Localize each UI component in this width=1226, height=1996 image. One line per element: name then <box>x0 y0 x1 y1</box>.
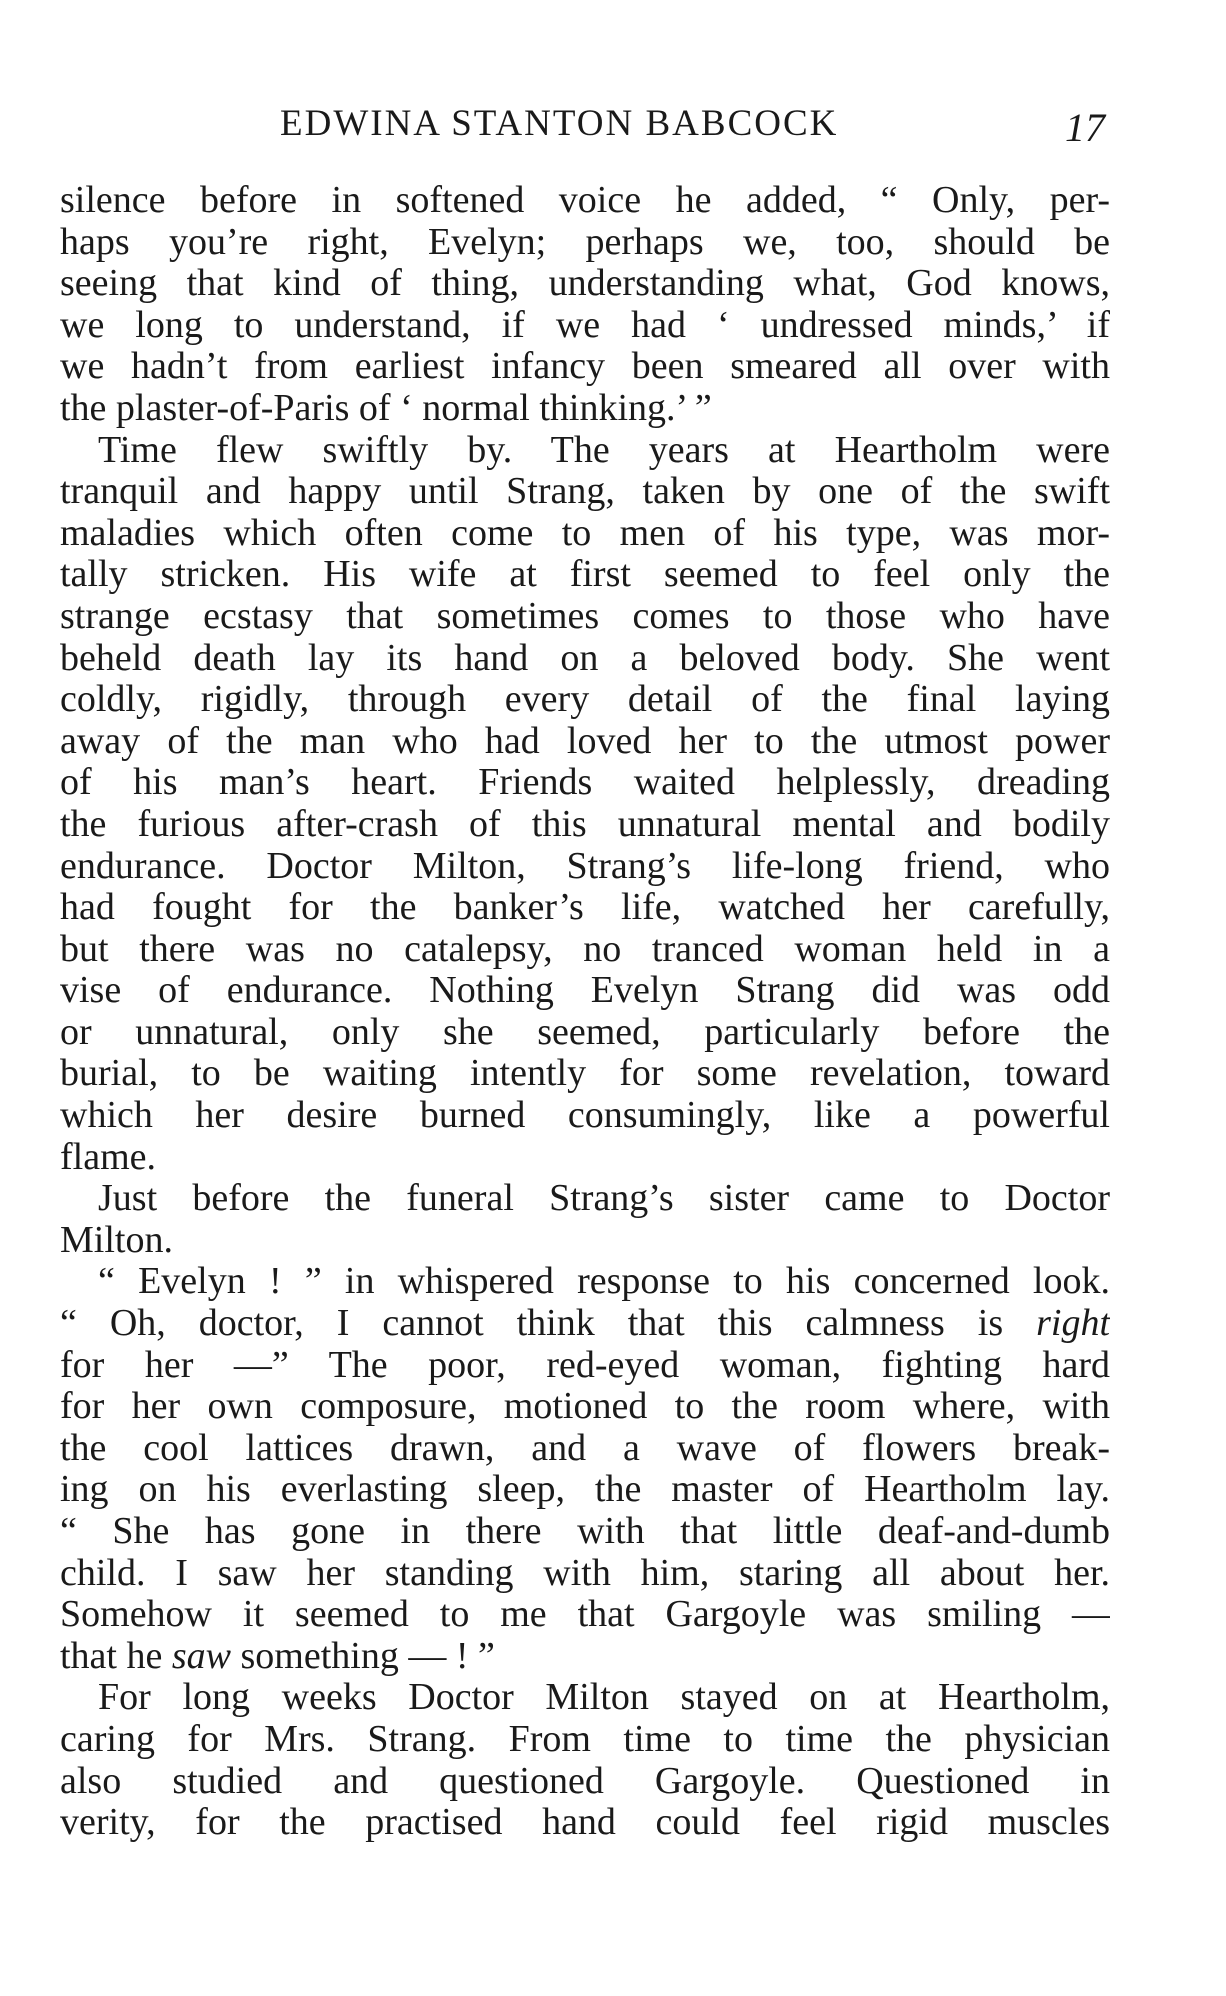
text-line: beheld death lay its hand on a beloved body. She went <box>60 637 1110 679</box>
text-line: Time flew swiftly by. The years at Heartholm were <box>98 429 1110 471</box>
text-line: Somehow it seemed to me that Gargoyle was smiling — <box>60 1594 1110 1636</box>
text-line: verity, for the practised hand could feel rigid muscles <box>60 1802 1110 1844</box>
emphasis-saw: saw <box>171 1635 231 1677</box>
text-line <box>60 1636 1110 1678</box>
text-line: burial, to be waiting intently for some revelation, toward <box>60 1053 1110 1095</box>
text-line: which her desire burned consumingly, like a powerful <box>60 1095 1110 1137</box>
text-line: for her own composure, motioned to the room where, with <box>60 1386 1110 1428</box>
text-line: the cool lattices drawn, and a wave of flowers break- <box>60 1427 1110 1469</box>
text-line: endurance. Doctor Milton, Strang’s life-long friend, who <box>60 845 1110 887</box>
text-line: “ Evelyn ! ” in whispered response to his concerned look. <box>98 1261 1110 1303</box>
text-line <box>60 1303 1110 1345</box>
text-line: we hadn’t from earliest infancy been smeared all over with <box>60 346 1110 388</box>
text-line: for her —” The poor, red-eyed woman, fighting hard <box>60 1344 1110 1386</box>
text-line: “ She has gone in there with that little deaf-and-dumb <box>60 1511 1110 1552</box>
text-segment: “ Oh, doctor, I cannot think that this calmness is <box>60 1303 1037 1345</box>
text-line: or unnatural, only she seemed, particularly before the <box>60 1011 1110 1053</box>
text-line: vise of endurance. Nothing Evelyn Strang did was odd <box>60 970 1110 1012</box>
text-line: tally stricken. His wife at first seemed to feel only the <box>60 554 1110 596</box>
text-line: ing on his everlasting sleep, the master of Heartholm lay. <box>60 1469 1110 1511</box>
emphasis-right: right <box>1036 1303 1110 1345</box>
page-number: 17 <box>1065 105 1105 150</box>
text-line: also studied and questioned Gargoyle. Questioned in <box>60 1760 1110 1802</box>
text-segment: that he <box>60 1635 172 1677</box>
text-line: child. I saw her standing with him, staring all about her. <box>60 1552 1110 1594</box>
text-line: haps you’re right, Evelyn; perhaps we, too, should be <box>60 221 1110 263</box>
text-line: tranquil and happy until Strang, taken by one of the swift <box>60 471 1110 513</box>
text-line: maladies which often come to men of his type, was mor- <box>60 512 1110 554</box>
text-line: away of the man who had loved her to the utmost power <box>60 720 1110 762</box>
text-line: we long to understand, if we had ‘ undressed minds,’ if <box>60 304 1110 346</box>
text-line: seeing that kind of thing, understanding what, God knows, <box>60 263 1110 305</box>
text-line: Just before the funeral Strang’s sister came to Doctor <box>98 1178 1110 1220</box>
running-head <box>0 102 1226 152</box>
text-line: flame. <box>60 1136 157 1178</box>
text-line: of his man’s heart. Friends waited helplessly, dreading <box>60 762 1110 804</box>
text-line: silence before in softened voice he added, “ Only, per- <box>60 180 1110 221</box>
text-line: coldly, rigidly, through every detail of the final laying <box>60 679 1110 721</box>
text-line: the furious after-crash of this unnatural mental and bodily <box>60 803 1110 845</box>
text-line: caring for Mrs. Strang. From time to time the physician <box>60 1718 1110 1760</box>
text-line: the plaster-of-Paris of ‘ normal thinking.’ ” <box>60 387 712 429</box>
text-line: Milton. <box>60 1219 173 1261</box>
text-segment: something — ! ” <box>231 1635 495 1677</box>
text-line: but there was no catalepsy, no tranced woman held in a <box>60 928 1110 970</box>
text-line: strange ecstasy that sometimes comes to those who have <box>60 595 1110 637</box>
text-line: had fought for the banker’s life, watched her carefully, <box>60 887 1110 929</box>
body-text <box>60 180 1110 1844</box>
text-line: For long weeks Doctor Milton stayed on at Heartholm, <box>98 1677 1110 1719</box>
running-title: EDWINA STANTON BABCOCK <box>280 103 839 144</box>
